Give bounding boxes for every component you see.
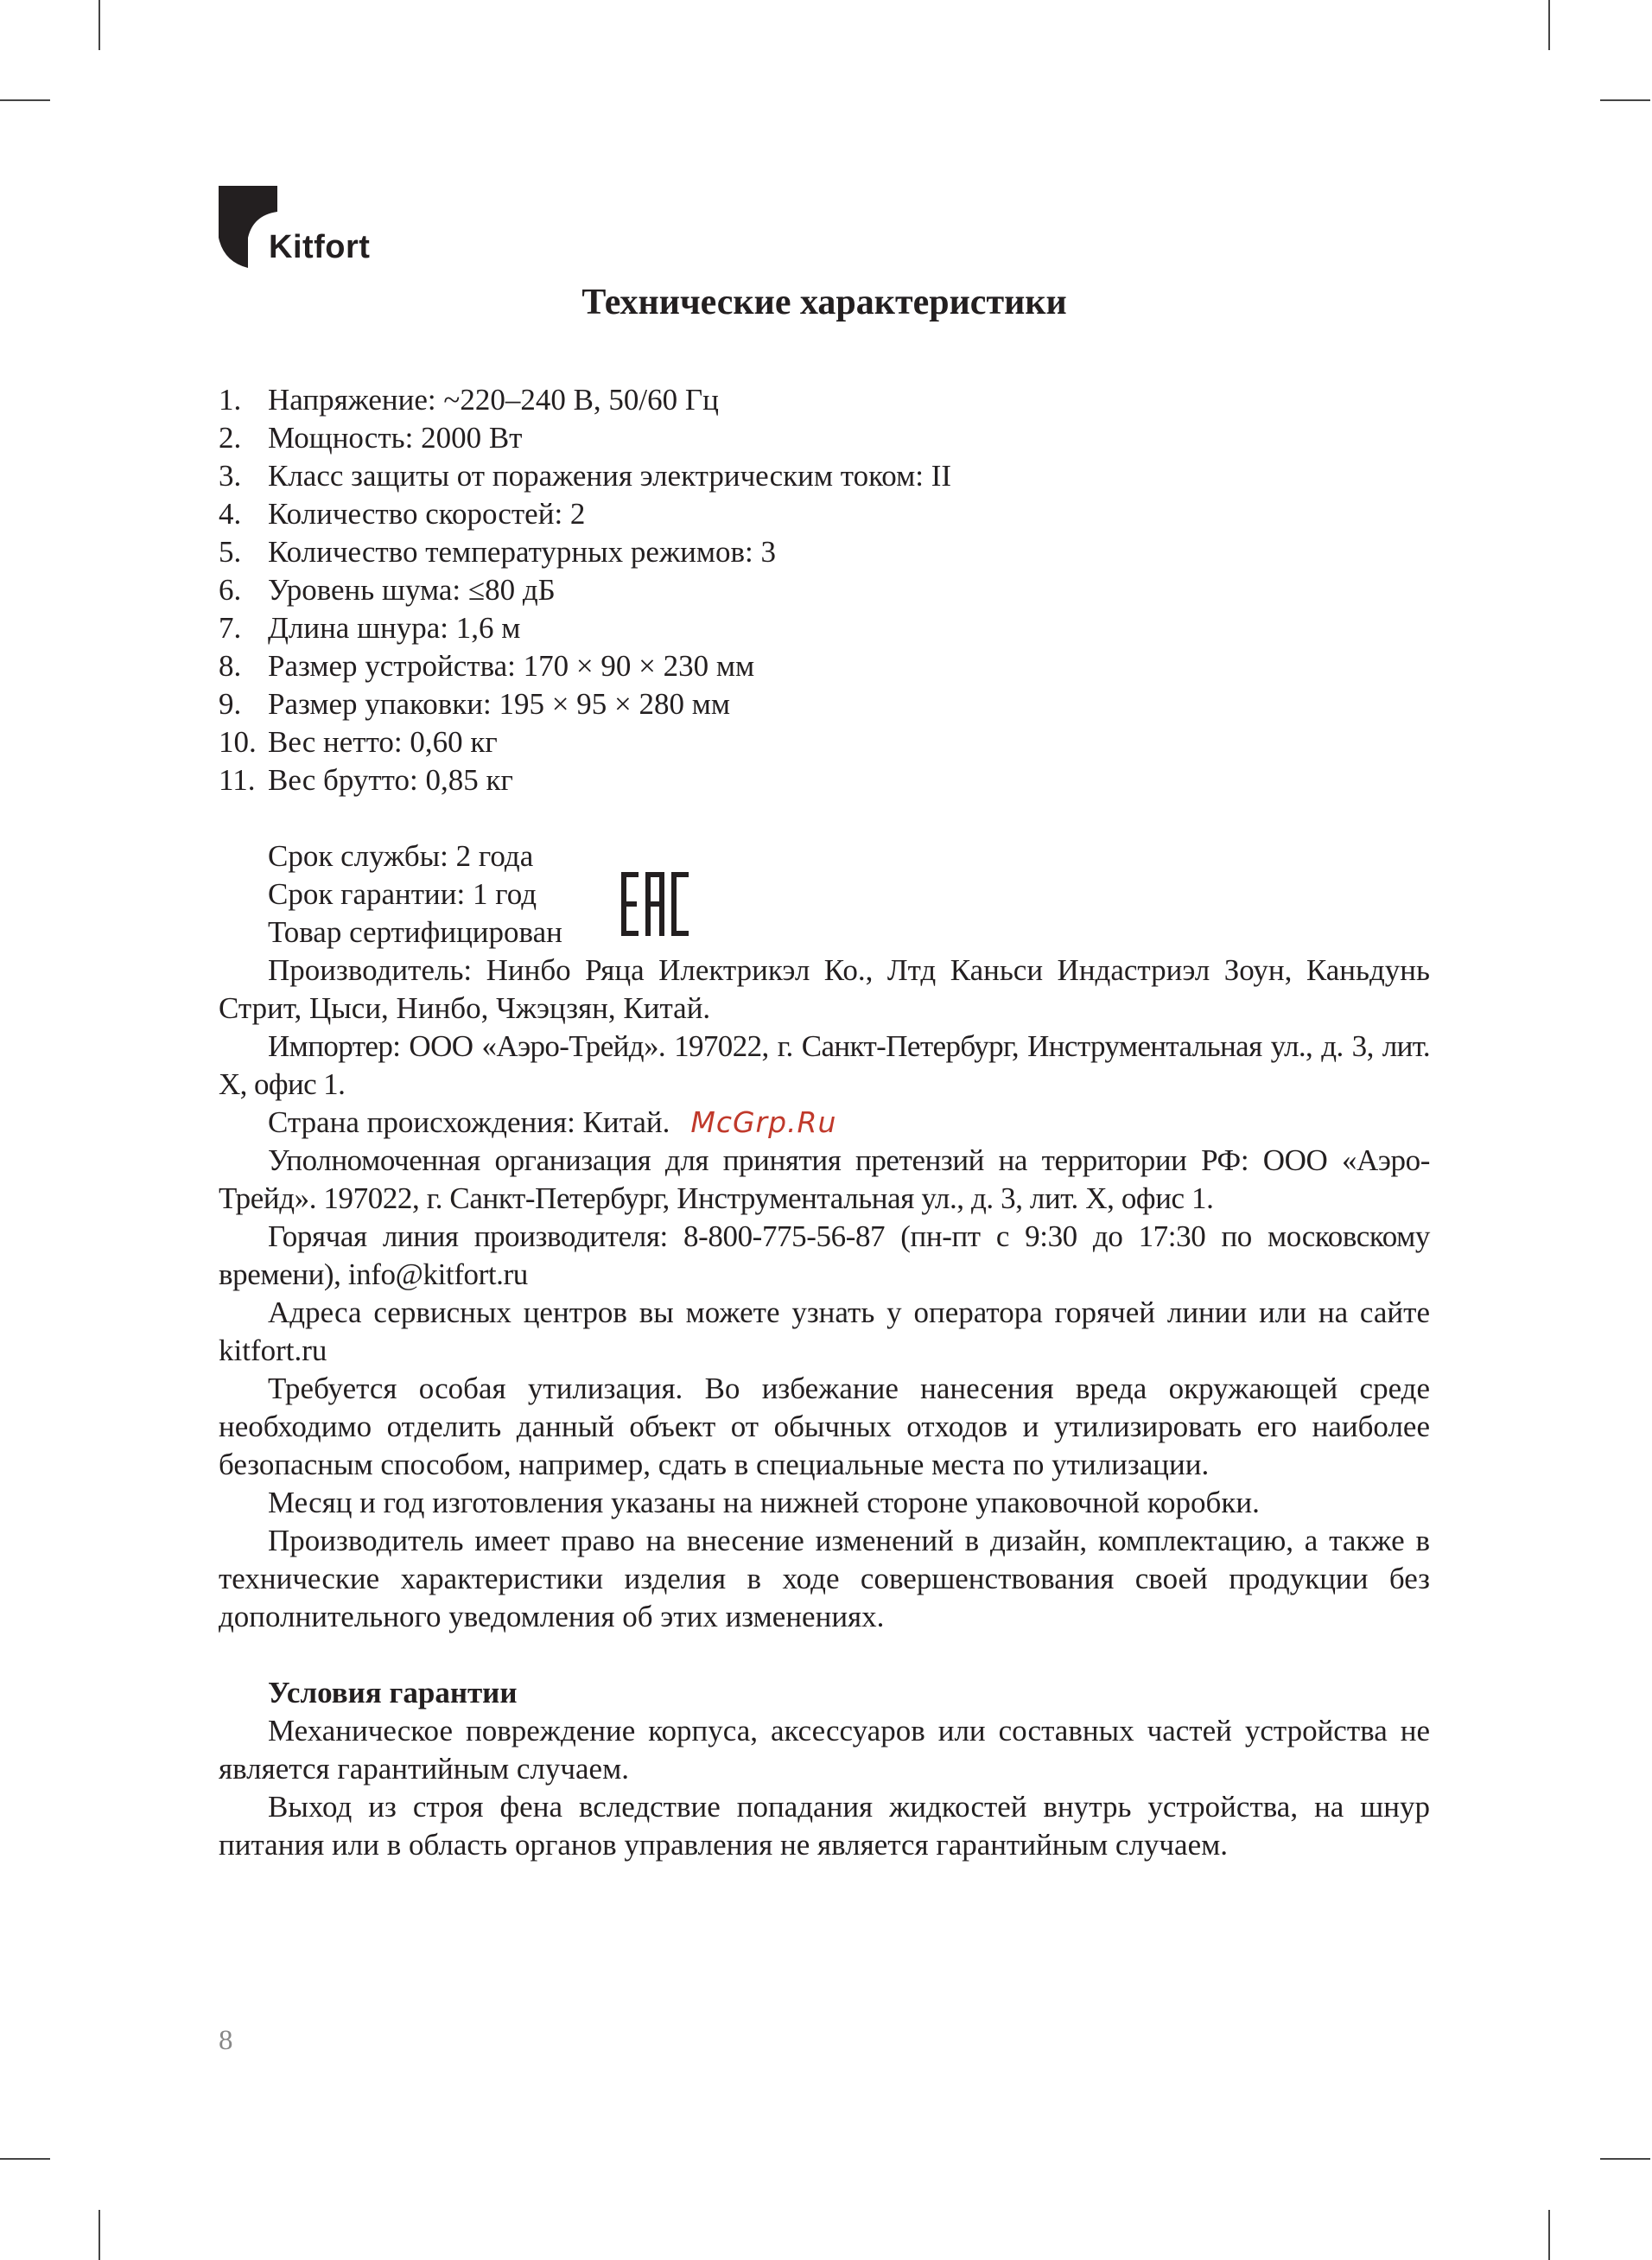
- warranty-paragraph: Выход из строя фена вследствие попадания жидкостей внутрь устройства, на шнур питания или в область органов управления не является гарантийным случаем.: [219, 1790, 1430, 1862]
- spec-item: [219, 381, 1430, 419]
- service-life: Срок службы: 2 года: [268, 839, 534, 873]
- logo-wordmark: Kitfort: [269, 229, 371, 265]
- country-of-origin: Страна происхождения: Китай.: [268, 1105, 670, 1139]
- spec-text: Уровень шума: ≤80 дБ: [268, 573, 556, 607]
- spec-number: 11.: [219, 763, 256, 797]
- spec-text: Вес брутто: 0,85 кг: [268, 763, 513, 797]
- spec-text: Мощность: 2000 Вт: [268, 421, 523, 455]
- spec-number: 7.: [219, 611, 242, 645]
- crop-mark: [98, 0, 100, 50]
- hotline: Горячая линия производителя: 8-800-775-56-87 (пн-пт с 9:30 до 17:30 по московскому времени), info@kitfort.ru: [219, 1219, 1430, 1291]
- page-number: 8: [219, 2025, 233, 2056]
- spec-item: [219, 533, 1430, 571]
- spec-number: 4.: [219, 497, 242, 531]
- service-centers: Адреса сервисных центров вы можете узнать у оператора горячей линии или на сайте kitfort.ru: [219, 1296, 1430, 1367]
- watermark: McGrp.Ru: [690, 1105, 837, 1139]
- disposal: Требуется особая утилизация. Во избежание нанесения вреда окружающей среде необходимо отделить данный объект от обычных отходов и утилизировать его наиболее безопасным способом, например, сдать в специальные места по утилизации.: [219, 1372, 1430, 1481]
- spec-number: 2.: [219, 421, 242, 455]
- spec-text: Размер упаковки: 195 × 95 × 280 мм: [268, 687, 731, 721]
- manufacturer: Производитель: Нинбо Ряца Илектрикэл Ко., Лтд Каньси Индастриэл Зоун, Каньдунь Стрит, Цыси, Нинбо, Чжэцзян, Китай.: [219, 953, 1430, 1025]
- eac-mark-icon: [620, 869, 690, 939]
- spec-number: 9.: [219, 687, 242, 721]
- page-title: Технические характеристики: [581, 283, 1067, 322]
- crop-mark: [0, 99, 50, 101]
- spec-item: [219, 495, 1430, 533]
- crop-mark: [98, 2210, 100, 2260]
- spec-number: 8.: [219, 649, 242, 683]
- spec-item: [219, 457, 1430, 495]
- spec-item: [219, 419, 1430, 457]
- spec-item: [219, 647, 1430, 685]
- document-body: [219, 381, 1430, 1864]
- spec-number: 3.: [219, 459, 242, 493]
- spec-text: Напряжение: ~220–240 В, 50/60 Гц: [268, 383, 719, 417]
- crop-mark: [0, 2158, 50, 2160]
- spec-text: Количество скоростей: 2: [268, 497, 586, 531]
- manufacture-date: Месяц и год изготовления указаны на нижней стороне упаковочной коробки.: [268, 1486, 1260, 1519]
- country-of-origin-line: [219, 1104, 1430, 1142]
- changes-right: Производитель имеет право на внесение изменений в дизайн, комплектацию, а также в технические характеристики изделия в ходе совершенствования своей продукции без дополнительного уведомления об этих изменениях.: [219, 1524, 1430, 1633]
- crop-mark: [1600, 2158, 1650, 2160]
- kitfort-logo: [219, 186, 391, 268]
- spec-text: Длина шнура: 1,6 м: [268, 611, 521, 645]
- spec-item: [219, 761, 1430, 799]
- spec-text: Класс защиты от поражения электрическим током: II: [268, 459, 952, 493]
- certified-text: Товар сертифицирован: [268, 915, 562, 949]
- spec-text: Количество температурных режимов: 3: [268, 535, 777, 569]
- spec-list: [219, 381, 1430, 799]
- spec-item: [219, 685, 1430, 723]
- warranty-heading: Условия гарантии: [268, 1676, 518, 1709]
- spec-number: 6.: [219, 573, 242, 607]
- spec-number: 5.: [219, 535, 242, 569]
- certified-line: [219, 914, 1430, 952]
- importer: Импортер: ООО «Аэро-Трейд». 197022, г. Санкт-Петербург, Инструментальная ул., д. 3, лит. Х, офис 1.: [219, 1029, 1430, 1101]
- spec-item: [219, 609, 1430, 647]
- spec-text: Размер устройства: 170 × 90 × 230 мм: [268, 649, 755, 683]
- warranty-paragraph: Механическое повреждение корпуса, аксессуаров или составных частей устройства не является гарантийным случаем.: [219, 1714, 1430, 1786]
- warranty-period: Срок гарантии: 1 год: [268, 877, 537, 911]
- spec-number: 10.: [219, 725, 257, 759]
- crop-mark: [1548, 0, 1550, 50]
- crop-mark: [1600, 99, 1650, 101]
- claims-organization: Уполномоченная организация для принятия претензий на территории РФ: ООО «Аэро-Трейд». 197022, г. Санкт-Петербург, Инструментальная ул., д. 3, лит. Х, офис 1.: [219, 1143, 1430, 1215]
- spec-item: [219, 723, 1430, 761]
- spec-number: 1.: [219, 383, 242, 417]
- spec-item: [219, 571, 1430, 609]
- spec-text: Вес нетто: 0,60 кг: [268, 725, 498, 759]
- crop-mark: [1548, 2210, 1550, 2260]
